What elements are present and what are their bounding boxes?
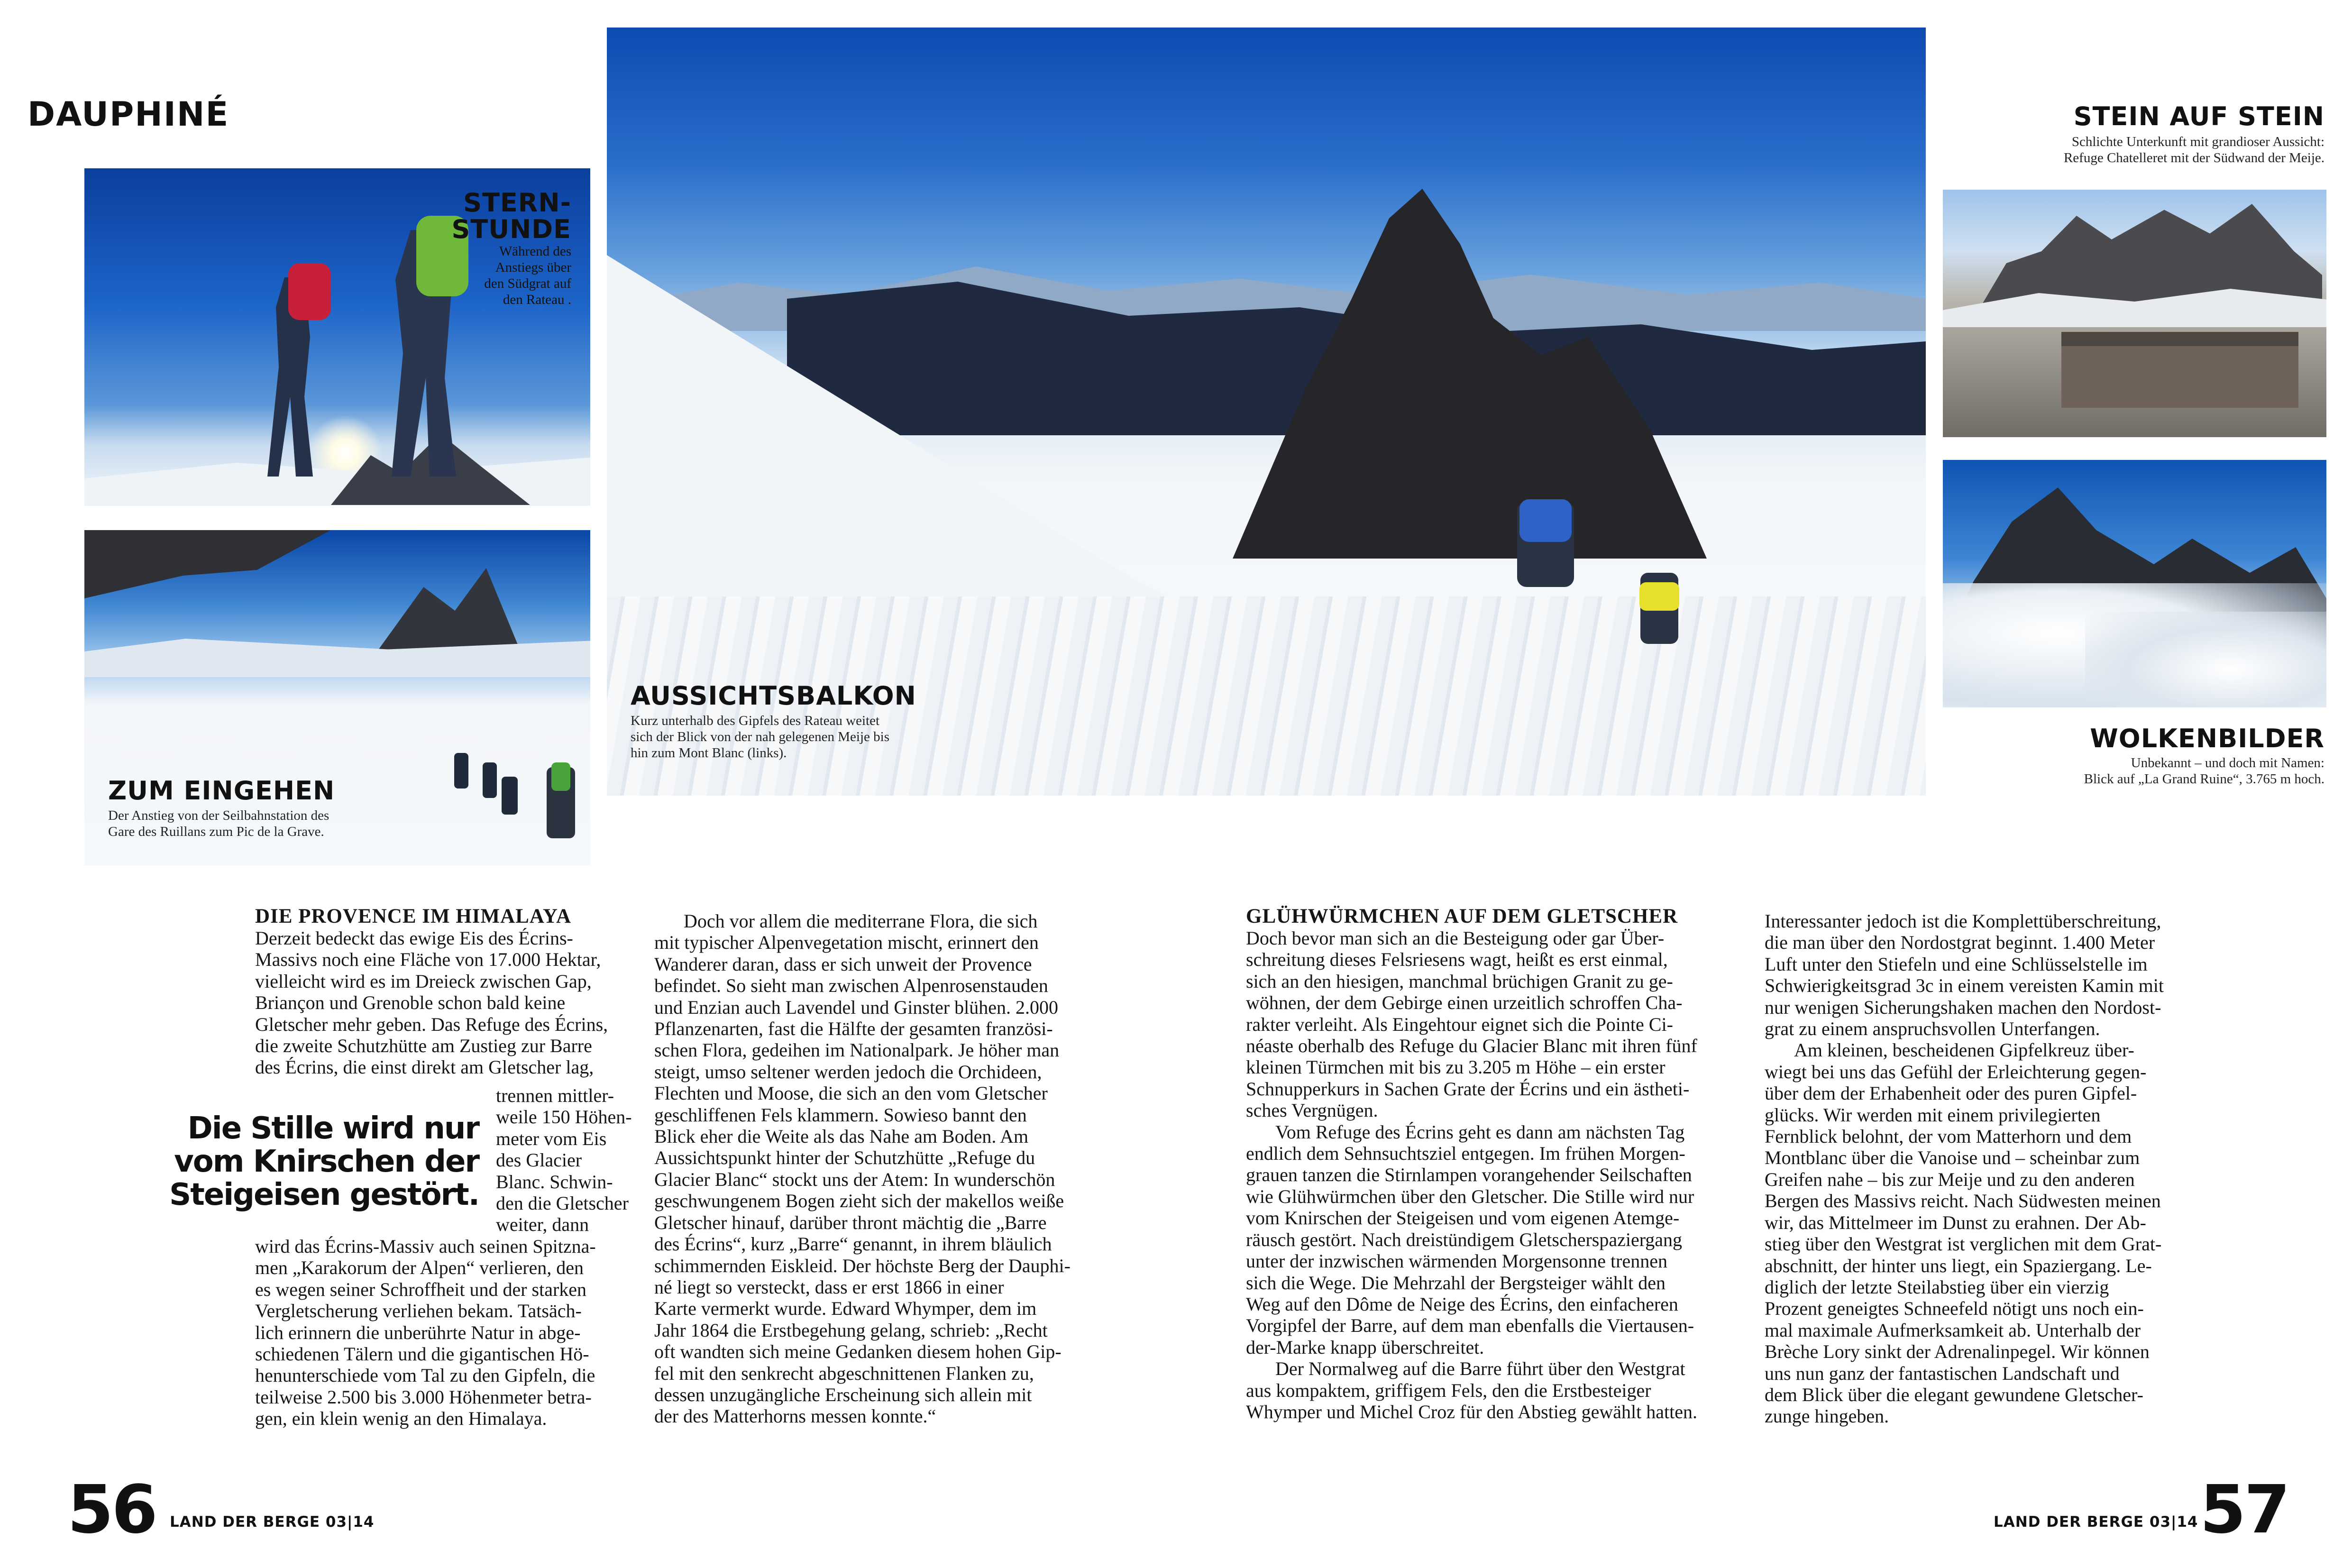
article-column-1-narrow [496,1085,667,1236]
photo-sternstunde [84,168,590,506]
caption-aussichtsbalkon-text: Kurz unterhalb des Gipfels des Rateau weitet sich der Blick von der nah gelegenen Meije bis hin zum Mont Blanc (links). [631,713,890,761]
photo-wolkenbilder [1943,460,2326,707]
article-column-2 [654,910,1128,1427]
subhead-gluehwuermchen: GLÜHWÜRMCHEN AUF DEM GLETSCHER [1246,905,1678,927]
magazine-name-left: LAND DER BERGE 03|14 [170,1513,375,1531]
photo-stein-auf-stein [1943,190,2326,437]
section-label: DAUPHINÉ [27,95,229,134]
col3-paragraph-2: Vom Refuge des Écrins geht es dann am nächsten Tag endlich dem Sehnsuchtsziel entgegen. Im frühen Morgen- grauen tanzen die Stirnlampen vorangehender Seilschaften wie Glühwürmchen über den Gletscher. Die Stille wird nur vom Knirschen der Steigeisen und vom eigenen Atemge- räusch gestört. Nach dreistündigem Gletscherspaziergang unter der inzwischen wärmenden Morgensonne trennen sich die Wege. Die Mehrzahl der Bergsteiger wählt den Weg auf den Dôme de Neige des Écrins, den einfacheren Vorgipfel der Barre, auf dem man ebenfalls die Viertausen- der-Marke knapp überschreitet. [1246,1121,1694,1358]
caption-zum-eingehen-text: Der Anstieg von der Seilbahnstation des Gare des Ruillans zum Pic de la Grave. [108,808,329,839]
article-column-3 [1246,906,1758,1422]
col2-paragraph-1: Doch vor allem die mediterrane Flora, die sich mit typischer Alpenvegetation mischt, erinnert den Wanderer daran, dass er sich unweit der Provence befindet. So sieht man zwischen Alpenrosenstauden und Enzian auch Lavendel und Ginster blühen. 2.000 Pflanzenarten, fast die Hälfte der gesamten französi- schen Flora, gedeihen im Nationalpark. Je höher man steigt, umso seltener werden jedoch die Orchideen, Flechten und Moose, die sich an den vom Gletscher geschliffenen Fels klammern. Sowieso bannt den Blick eher die Weite als das Nahe am Boden. Am Aussichtspunkt hinter der Schutzhütte „Refuge du Glacier Blanc“ stockt uns der Atem: In wunderschön geschwungenem Bogen zieht sich der makellos weiße Gletscher hinauf, darüber thront mächtig die „Barre des Écrins“, kurz „Barre“ genannt, in ihrem bläulich schimmernden Eiskleid. Der höchste Berg der Dauphi- né liegt so versteckt, dass er erst 1866 in einer Karte vermerkt wurde. Edward Whymper, dem im Jahr 1864 die Erstbegehung gelang, schrieb: „Recht oft wandten sich meine Gedanken diesem hohen Gip- fel mit den senkrecht abgeschnittenen Flanken zu, dessen unzugängliche Erscheinung sich allein mit der des Matterhorns messen konnte.“ [654,910,1071,1427]
article-column-1 [255,906,663,1078]
col1-paragraph-1: Derzeit bedeckt das ewige Eis des Écrins- Massivs noch eine Fläche von 17.000 Hektar, vielleicht wird es im Dreieck zwischen Gap, Briançon und Grenoble schon bald keine Gletscher mehr geben. Das Refuge des Écrins, die zweite Schutzhütte am Zustieg zur Barre des Écrins, die einst direkt am Gletscher lag, [255,927,608,1078]
caption-sternstunde-text: Während des Anstiegs über den Südgrat auf den Rateau . [484,244,571,307]
col4-paragraph-1: Interessanter jedoch ist die Komplettüberschreitung, die man über den Nordostgrat beginnt. 1.400 Meter Luft unter den Stiefeln und eine Schlüsselstelle im Schwierigkeitsgrad 3c in einem vereisten Kamin mit nur wenigen Sicherungshaken machen den Nordost- grat zu einem anspruchsvollen Unterfangen. [1765,910,2164,1040]
article-column-1-lower [255,1236,663,1430]
col1-paragraph-narrow: trennen mittler- weile 150 Höhen- meter vom Eis des Glacier Blanc. Schwin- den die Gletscher weiter, dann [496,1085,632,1236]
caption-aussichtsbalkon-title: AUSSICHTSBALKON [631,681,916,711]
photo-aussichtsbalkon [607,28,1926,796]
caption-stein-auf-stein-text: Schlichte Unterkunft mit grandioser Aussicht: Refuge Chatelleret mit der Südwand der Meije. [2063,134,2325,165]
page-number-right: 57 [2200,1471,2288,1549]
article-column-4 [1765,910,2267,1427]
pull-quote: Die Stille wird nur vom Knirschen der Steigeisen gestört. [169,1111,479,1212]
photo-zum-eingehen [84,530,590,865]
page-number-left: 56 [67,1471,156,1549]
col4-paragraph-2: Am kleinen, bescheidenen Gipfelkreuz über- wiegt bei uns das Gefühl der Erleichterung gegen- über dem der Erhabenheit oder des puren Gipfel- glücks. Wir werden mit einem privilegierten Fernblick belohnt, der vom Matterhorn und dem Montblanc über die Vanoise und – scheinbar zum Greifen nahe – bis zur Meije und zu den anderen Bergen des Massivs reicht. Nach Südwesten meinen wir, das Mittelmeer im Dunst zu erahnen. Der Ab- stieg über den Westgrat ist verglichen mit dem Grat- abschnitt, der hinter uns liegt, ein Spaziergang. Le- diglich der letzte Steilabstieg über ein vierzig Prozent geneigtes Schneefeld nötigt uns noch ein- mal maximale Aufmerksamkeit ab. Unterhalb der Brèche Lory sinkt der Adrenalinpegel. Wir können uns nun ganz der fantastischen Landschaft und dem Blick über die elegant gewundene Gletscher- zunge hingeben. [1765,1039,2162,1427]
caption-zum-eingehen-title: ZUM EINGEHEN [108,776,335,806]
caption-stein-auf-stein-title: STEIN AUF STEIN [2073,101,2325,131]
col3-paragraph-1: Doch bevor man sich an die Besteigung oder gar Über- schreitung dieses Felsriesens wagt, heißt es erst einmal, sich an den hiesigen, manchmal brüchigen Granit zu ge- wöhnen, der dem Gebirge einen urzeitlich schroffen Cha- rakter verleiht. Als Eingehtour eignet sich die Pointe Ci- néaste oberhalb des Refuge du Glacier Blanc mit ihren fünf kleinen Türmchen mit bis zu 3.205 m Höhe – ein erster Schnupperkurs in Sachen Grate der Écrins und ein ästheti- sches Vergnügen. [1246,927,1697,1121]
subhead-provence: DIE PROVENCE IM HIMALAYA [255,905,572,927]
magazine-name-right: LAND DER BERGE 03|14 [1994,1513,2198,1531]
col1-paragraph-2: wird das Écrins-Massiv auch seinen Spitzna- men „Karakorum der Alpen“ verlieren, den es wegen seiner Schroffheit und der starken Vergletscherung verliehen bekam. Tatsäch- lich erinnern die unberührte Natur in abge- schiedenen Tälern und die gigantischen Hö- henunterschiede vom Tal zu den Gipfeln, die teilweise 2.500 bis 3.000 Höhenmeter betra- gen, ein klein wenig an den Himalaya. [255,1236,596,1430]
caption-wolkenbilder-title: WOLKENBILDER [2090,724,2325,753]
col3-paragraph-3: Der Normalweg auf die Barre führt über den Westgrat aus kompaktem, griffigem Fels, den die Erstbesteiger Whymper und Michel Croz für den Abstieg gewählt hatten. [1246,1358,1697,1422]
caption-wolkenbilder-text: Unbekannt – und doch mit Namen: Blick auf „La Grand Ruine“, 3.765 m hoch. [2084,755,2325,787]
caption-sternstunde-title: STERN- STUNDE [451,188,571,244]
